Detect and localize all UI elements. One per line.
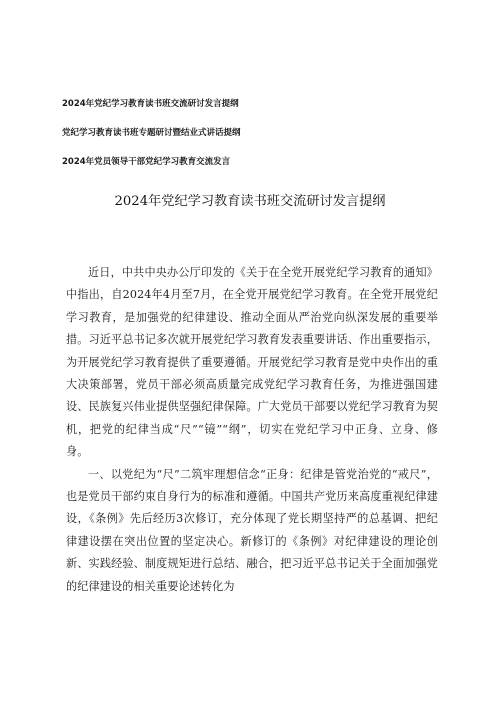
body-paragraph: 近日，中共中央办公厅印发的《关于在全党开展党纪学习教育的通知》中指出，自2024年4月至7月，在全党开展党纪学习教育。在全党开展党纪学习教育，是加强党的纪律建设、推动全面从严治党向纵深发展的重要举措。习近平总书记多次就开展党纪学习教育发表重要讲话、作出重要指示，为开展党纪学习教育提供了重要遵循。开展党纪学习教育是党中央作出的重大决策部署，党员干部必须高质量完成党纪学习教育任务，为推进强国建设、民族复兴伟业提供坚强纪律保障。广大党员干部要以党纪学习教育为契机，把党的纪律当成“尺”“镜”“纲”，切实在党纪学习中正身、立身、修身。: [66, 266, 438, 459]
document-body: [66, 262, 438, 598]
document-title: 2024年党纪学习教育读书班交流研讨发言提纲: [114, 194, 386, 209]
table-of-contents: [62, 98, 462, 185]
toc-item[interactable]: 党纪学习教育读书班专题研讨暨结业式讲话提纲: [62, 128, 241, 138]
body-paragraph: 一、以党纪为“尺”二筑牢理想信念“正身：纪律是管党治党的“戒尺”，也是党员干部约束自身行为的标准和遵循。中国共产党历来高度重视纪律建设，《条例》先后经历3次修订，充分体现了党长期坚持严的总基调、把纪律建设摆在突出位置的坚定决心。新修订的《条例》对纪律建设的理论创新、实践经验、制度规矩进行总结、融合，把习近平总书记关于全面加强党的纪律建设的相关重要论述转化为: [66, 467, 438, 593]
toc-item[interactable]: 2024年党员领导干部党纪学习教育交流发言: [62, 157, 231, 167]
toc-item[interactable]: 2024年党纪学习教育读书班交流研讨发言提纲: [62, 99, 239, 109]
